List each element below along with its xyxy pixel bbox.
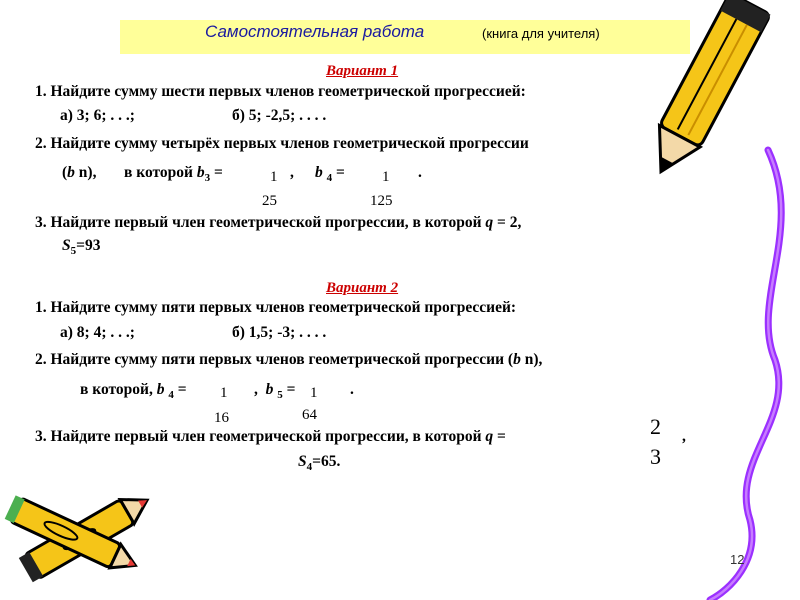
v1-b3-numerator: 1: [270, 169, 278, 185]
v2-b5-denominator: 64: [302, 407, 317, 423]
v1-question-1b: б) 5; -2,5; . . . .: [232, 107, 327, 124]
v1-question-2: 2. Найдите сумму четырёх первых членов геометрической прогрессии: [35, 135, 529, 152]
page-subtitle: (книга для учителя): [482, 26, 600, 41]
v2-q2-b5: , b $_5$ =: [254, 381, 296, 402]
v2-question-2: 2. Найдите сумму пяти первых членов геометрической прогрессии (b n),: [35, 351, 543, 368]
v1-q3-sum: $S_5=93$: [62, 237, 101, 258]
v1-b4-denominator: 125: [370, 193, 393, 209]
v1-q2-b4: b $_4$ =: [315, 164, 345, 185]
page-title: Самостоятельная работа: [205, 22, 425, 41]
v2-q3-sum: $S_4=65$.: [298, 453, 341, 474]
v1-question-3: 3. Найдите первый член геометрической прогрессии, в которой q = 2,: [35, 214, 522, 231]
v1-q2-condition: в которой $b_3$ =: [124, 164, 223, 185]
crossed-pencils-icon: [0, 480, 160, 600]
variant-2-heading: Вариант 2: [326, 280, 399, 296]
v2-b5-numerator: 1: [310, 385, 318, 401]
variant-1-heading: Вариант 1: [326, 63, 399, 79]
v2-b4-denominator: 16: [214, 410, 229, 426]
v2-question-1: 1. Найдите сумму пяти первых членов геометрической прогрессией:: [35, 299, 517, 316]
v2-q-numerator: 2: [650, 414, 661, 439]
v2-q3-comma: ,: [682, 428, 686, 445]
v1-q2-sequence: (b n),: [62, 164, 97, 181]
v1-b4-numerator: 1: [382, 169, 390, 185]
v2-q2-condition: в которой, b $_4$ =: [80, 381, 187, 402]
v2-question-1a: а) 8; 4; . . .;: [60, 324, 135, 341]
v2-b4-numerator: 1: [220, 385, 228, 401]
pencil-icon: [600, 0, 800, 600]
v1-question-1a: а) 3; 6; . . .;: [60, 107, 135, 124]
v2-question-3: 3. Найдите первый член геометрической прогрессии, в которой q =: [35, 428, 506, 445]
v1-question-1: 1. Найдите сумму шести первых членов геометрической прогрессией:: [35, 83, 526, 100]
v1-q2-dot: .: [418, 164, 422, 181]
v2-question-1b: б) 1,5; -3; . . . .: [232, 324, 327, 341]
v1-q2-comma: ,: [290, 164, 294, 181]
v2-q-denominator: 3: [650, 444, 661, 469]
page-number: 12: [730, 552, 745, 567]
v1-b3-denominator: 25: [262, 193, 277, 209]
v2-q2-dot: .: [350, 381, 354, 398]
